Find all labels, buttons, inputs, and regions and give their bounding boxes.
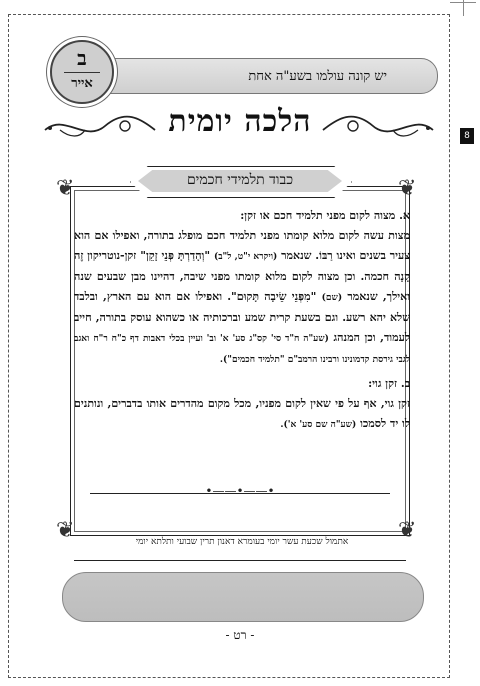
dashed-border-top — [8, 14, 450, 15]
footer-rule-lower — [74, 560, 406, 561]
date-month: אייר — [71, 76, 93, 91]
page-number: - רט - — [225, 628, 255, 642]
corner-ornament-top-right-icon: ❦ — [398, 176, 417, 201]
source-ref-a-3: (שע"ה ח"ד סי' קס"ג סע' א' וב' ועיין בכלי דאבות דף כ"ח ר"ח ואגב לגבי גירסת קדמונינו ורבינו הרמב"ם "תלמיד חכמים"). — [74, 334, 410, 365]
source-ref-a-1: (ויקרא י"ט, ל"ב) — [213, 252, 278, 262]
paragraph-a — [74, 206, 410, 370]
text-a-3: "מִפְּנֵי שֵׂיבָה תָּקוּם". ואפילו אם הוא עם הארץ, ובלבד שלא יהא רשע. וגם בשעת קרית שמע וברכותיה או כשהוא עוסק בתורה, חייב לעמוד, וכן המנהג — [74, 290, 410, 344]
heading-a: א. מצוה לקום מפני תלמיד חכם או זקן: — [240, 209, 410, 222]
source-ref-a-2: (שם) — [321, 293, 343, 303]
source-ref-b: (שע"ה שם סע' א'). — [280, 420, 357, 430]
date-letter: ב — [77, 46, 87, 70]
banner-text: יש קונה עולמו בשע"ה אחת — [248, 69, 387, 84]
corner-ornament-bottom-left-icon: ❦ — [56, 518, 75, 543]
side-tab: 8 — [460, 128, 474, 144]
text-a-2: "וְהָדַרְתָּ פְּנֵי זָקֵן" זקן-נוטריקון זֶה קָנָה חכמה. וכן מצוה לקום מלוא קומתו מפני שיבה, דהיינו מבן שבעים שנה ואילך, שנאמר — [74, 249, 410, 303]
paragraph-b — [74, 374, 410, 435]
halacha-body — [74, 206, 410, 439]
date-badge — [50, 40, 114, 104]
heading-b: ב. זקן גוי: — [368, 377, 410, 390]
section-title: כבוד תלמידי חכמים — [186, 172, 294, 188]
page-title: הלכה יומית — [168, 104, 312, 139]
omer-count-note: אתמול שכעת עשר יומי בעומרא דאנון תרין שבועי ותלתא יומי — [135, 537, 349, 547]
bottom-banner — [62, 572, 424, 622]
text-a-1: מצות עשה לקום מלוא קומתו מפני תלמיד חכם מופלג בתורה, ואפילו אם הוא צעיר בשנים ואינו רַבּוֹ. שנאמר — [74, 229, 410, 262]
corner-ornament-top-left-icon: ❦ — [56, 176, 75, 201]
dashed-border-bottom — [8, 677, 450, 678]
corner-ornament-bottom-right-icon: ❦ — [398, 518, 417, 543]
date-divider — [64, 72, 100, 73]
footer-dots-ornament: •——•——• — [205, 484, 275, 498]
text-b: זקן גוי, אף על פי שאין לקום מפניו, מכל מקום מהדרים אותו בדברים, ונותנים לו יד לסמכו — [74, 397, 410, 430]
crop-mark-vertical — [463, 0, 464, 16]
header-banner — [64, 58, 438, 94]
